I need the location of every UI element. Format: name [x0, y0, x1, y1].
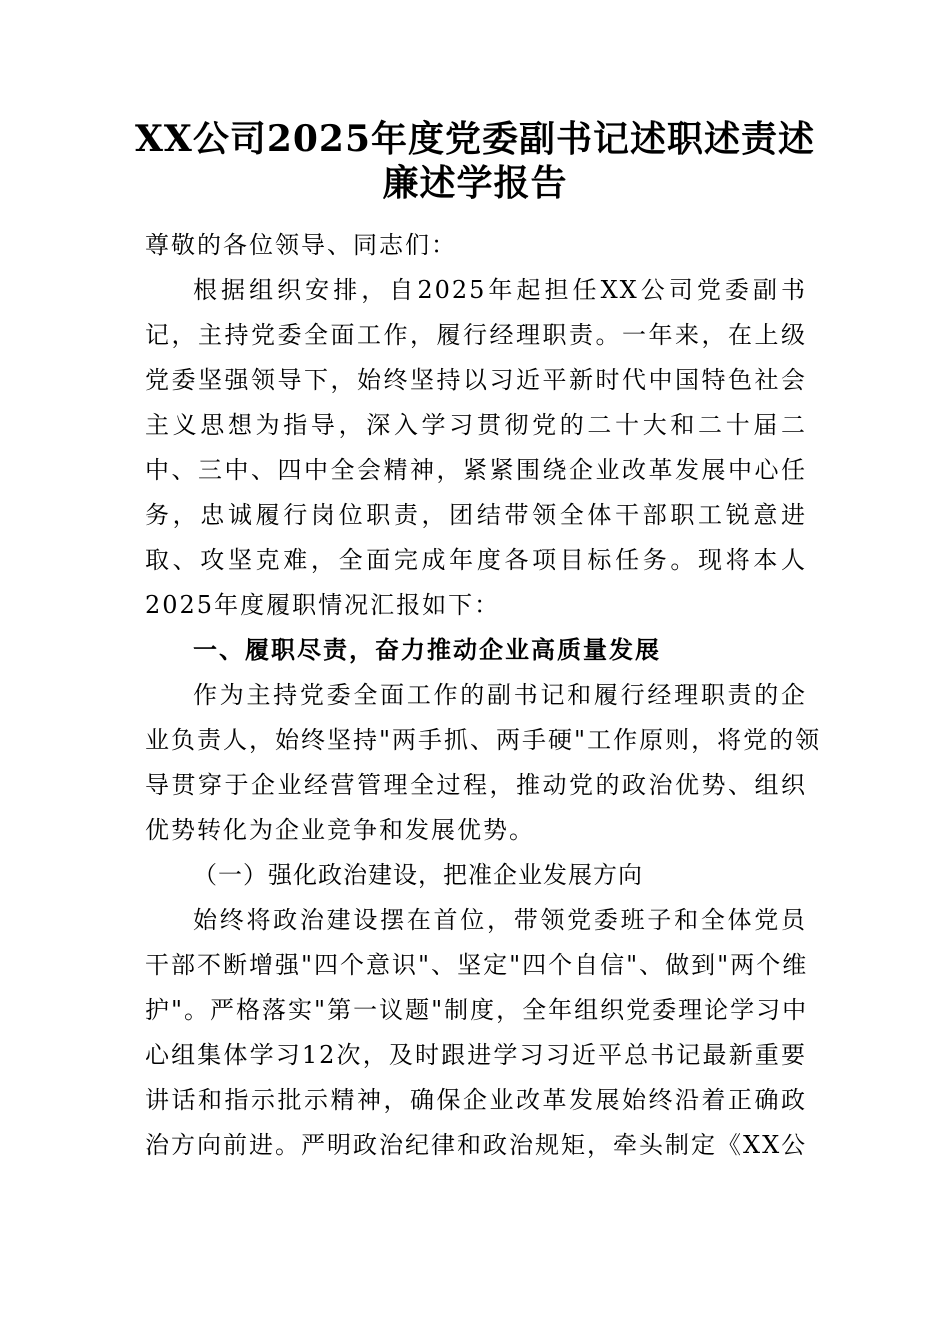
paragraph-line: 干部不断增强"四个意识"、坚定"四个自信"、做到"两个维	[145, 951, 809, 979]
salutation: 尊敬的各位领导、同志们：	[145, 231, 457, 259]
paragraph-line: 导贯穿于企业经营管理全过程，推动党的政治优势、组织	[145, 771, 807, 799]
paragraph-line: 始终将政治建设摆在首位，带领党委班子和全体党员	[193, 906, 807, 934]
paragraph-line: 讲话和指示批示精神，确保企业改革发展始终沿着正确政	[145, 1086, 807, 1114]
document-title-line-2: 廉述学报告	[382, 162, 568, 204]
section-heading: 一、履职尽责，奋力推动企业高质量发展	[193, 636, 661, 664]
paragraph-line: 护"。严格落实"第一议题"制度，全年组织党委理论学习中	[145, 996, 809, 1024]
paragraph-line: 心组集体学习12次，及时跟进学习习近平总书记最新重要	[145, 1041, 807, 1069]
paragraph-line: 业负责人，始终坚持"两手抓、两手硬"工作原则，将党的领	[145, 726, 822, 754]
paragraph-line: 根据组织安排，自2025年起担任XX公司党委副书	[193, 276, 807, 304]
paragraph-line: 记，主持党委全面工作，履行经理职责。一年来，在上级	[145, 321, 807, 349]
paragraph-line: 务，忠诚履行岗位职责，团结带领全体干部职工锐意进	[145, 501, 807, 529]
paragraph-line: 中、三中、四中全会精神，紧紧围绕企业改革发展中心任	[145, 456, 807, 484]
paragraph-line: 主义思想为指导，深入学习贯彻党的二十大和二十届二	[145, 411, 807, 439]
paragraph-line: 作为主持党委全面工作的副书记和履行经理职责的企	[193, 681, 807, 709]
paragraph-line: 党委坚强领导下，始终坚持以习近平新时代中国特色社会	[145, 366, 807, 394]
paragraph-line: 治方向前进。严明政治纪律和政治规矩，牵头制定《XX公	[145, 1131, 808, 1159]
paragraph-line: 2025年度履职情况汇报如下：	[145, 591, 501, 619]
document-title-line-1: XX公司2025年度党委副书记述职述责述	[134, 118, 816, 160]
subsection-heading: （一）强化政治建设，把准企业发展方向	[193, 861, 643, 889]
paragraph-line: 优势转化为企业竞争和发展优势。	[145, 816, 535, 844]
paragraph-line: 取、攻坚克难，全面完成年度各项目标任务。现将本人	[145, 546, 807, 574]
